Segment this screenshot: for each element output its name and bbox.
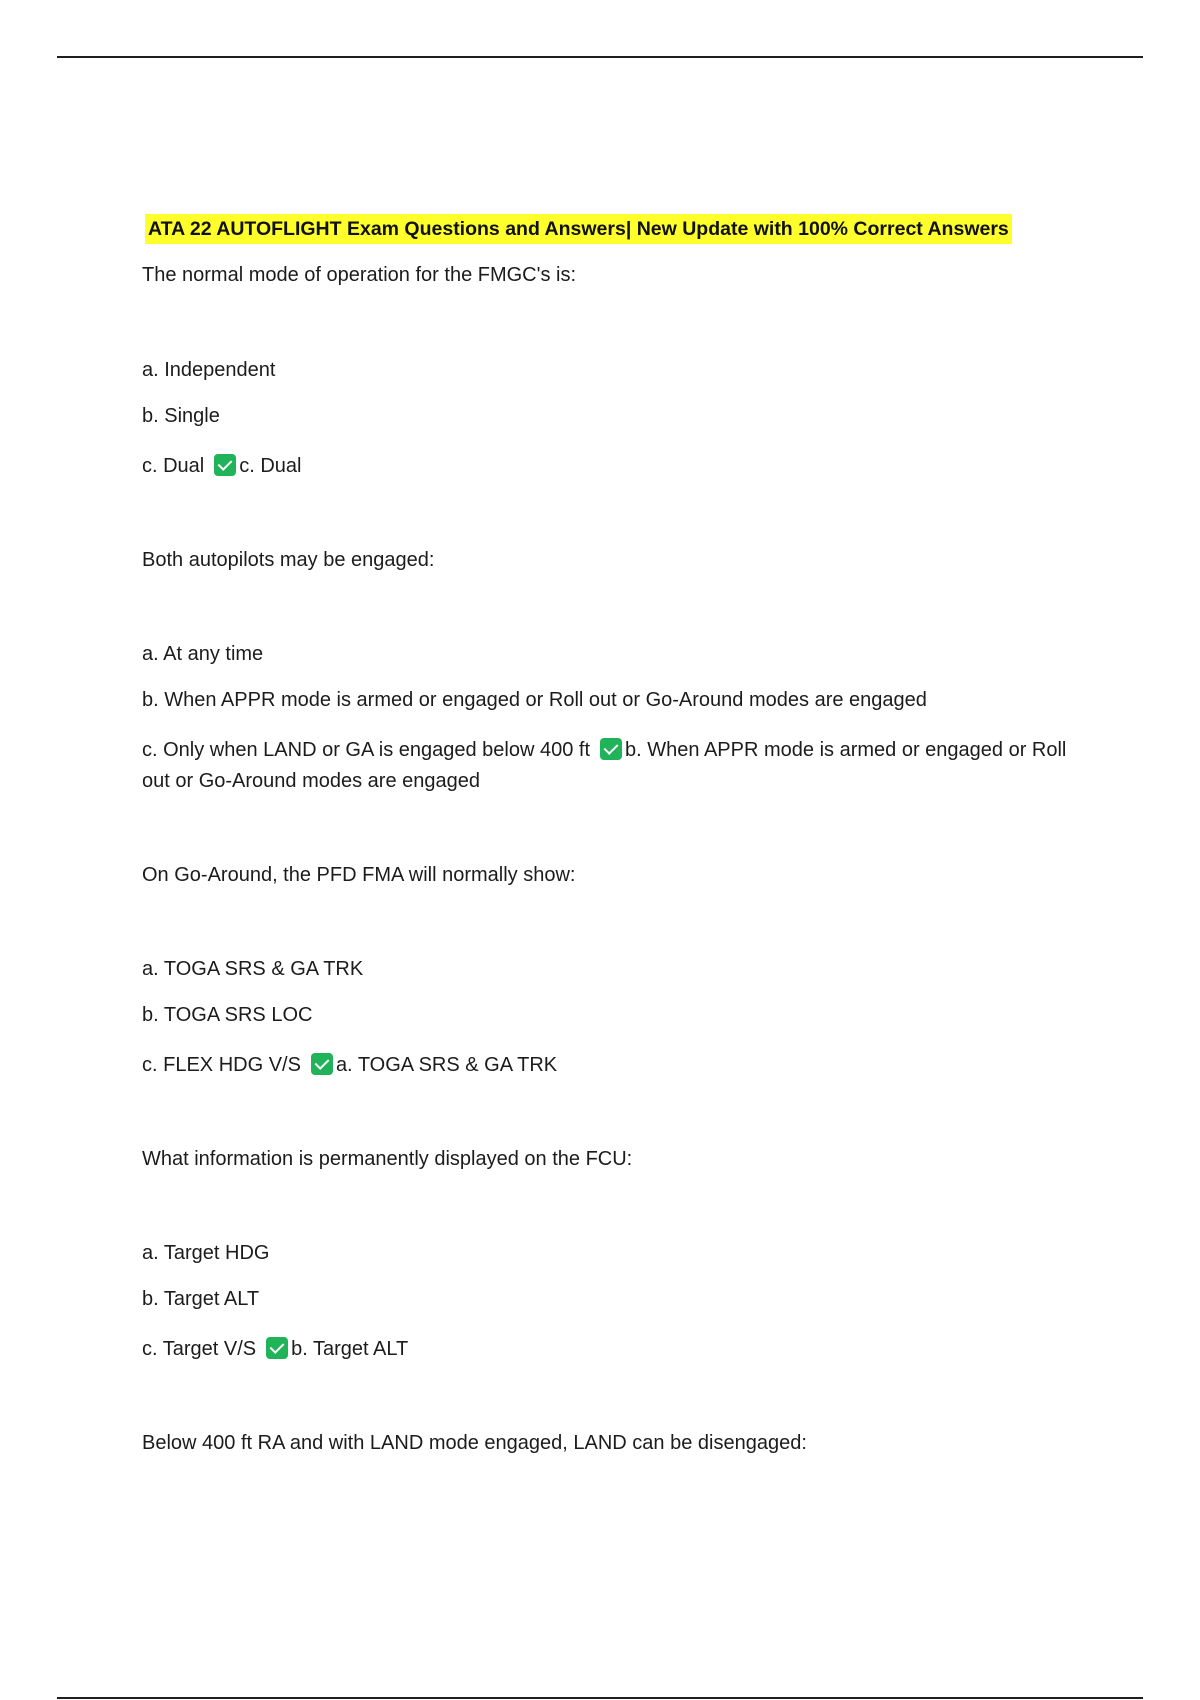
- question-5-prompt: Below 400 ft RA and with LAND mode engaged, LAND can be disengaged:: [142, 1432, 807, 1454]
- question-2-option-c-row: [142, 735, 1072, 797]
- question-2-option-c: c. Only when LAND or GA is engaged below 400 ft: [142, 739, 591, 761]
- question-4-option-c-row: [142, 1334, 408, 1365]
- question-1-answer: c. Dual: [239, 455, 302, 477]
- question-4-option-b: b. Target ALT: [142, 1288, 260, 1310]
- checkmark-icon: [266, 1337, 288, 1359]
- question-4-option-a: a. Target HDG: [142, 1242, 270, 1264]
- question-1-option-b: b. Single: [142, 405, 220, 427]
- question-4-option-c: c. Target V/S: [142, 1338, 257, 1360]
- question-3-option-a: a. TOGA SRS & GA TRK: [142, 958, 364, 980]
- question-1-option-c-row: [142, 451, 302, 482]
- question-3-answer: a. TOGA SRS & GA TRK: [335, 1054, 558, 1076]
- checkmark-icon: [214, 454, 236, 476]
- question-4-prompt: What information is permanently displayed on the FCU:: [142, 1148, 633, 1170]
- question-2-option-a: a. At any time: [142, 643, 264, 665]
- question-3-option-b: b. TOGA SRS LOC: [142, 1004, 313, 1026]
- question-3-option-c: c. FLEX HDG V/S: [142, 1054, 301, 1076]
- footer-rule: [57, 1697, 1143, 1699]
- question-2-prompt: Both autopilots may be engaged:: [142, 549, 435, 571]
- document-title-block: [145, 214, 1065, 244]
- question-1-option-a: a. Independent: [142, 359, 276, 381]
- question-3-prompt: On Go-Around, the PFD FMA will normally show:: [142, 864, 576, 886]
- checkmark-icon: [311, 1053, 333, 1075]
- question-1-prompt: The normal mode of operation for the FMGC's is:: [142, 264, 576, 286]
- document-title: ATA 22 AUTOFLIGHT Exam Questions and Answers| New Update with 100% Correct Answers: [145, 214, 1012, 244]
- question-3-option-c-row: [142, 1050, 557, 1081]
- header-rule: [57, 56, 1143, 58]
- checkmark-icon: [600, 738, 622, 760]
- question-2-option-b: b. When APPR mode is armed or engaged or Roll out or Go-Around modes are engaged: [142, 689, 927, 711]
- question-1-option-c: c. Dual: [142, 455, 205, 477]
- question-2-answer: b. When APPR mode is armed or engaged or Roll out or Go-Around modes are engaged: [142, 739, 1067, 792]
- question-4-answer: b. Target ALT: [291, 1338, 409, 1360]
